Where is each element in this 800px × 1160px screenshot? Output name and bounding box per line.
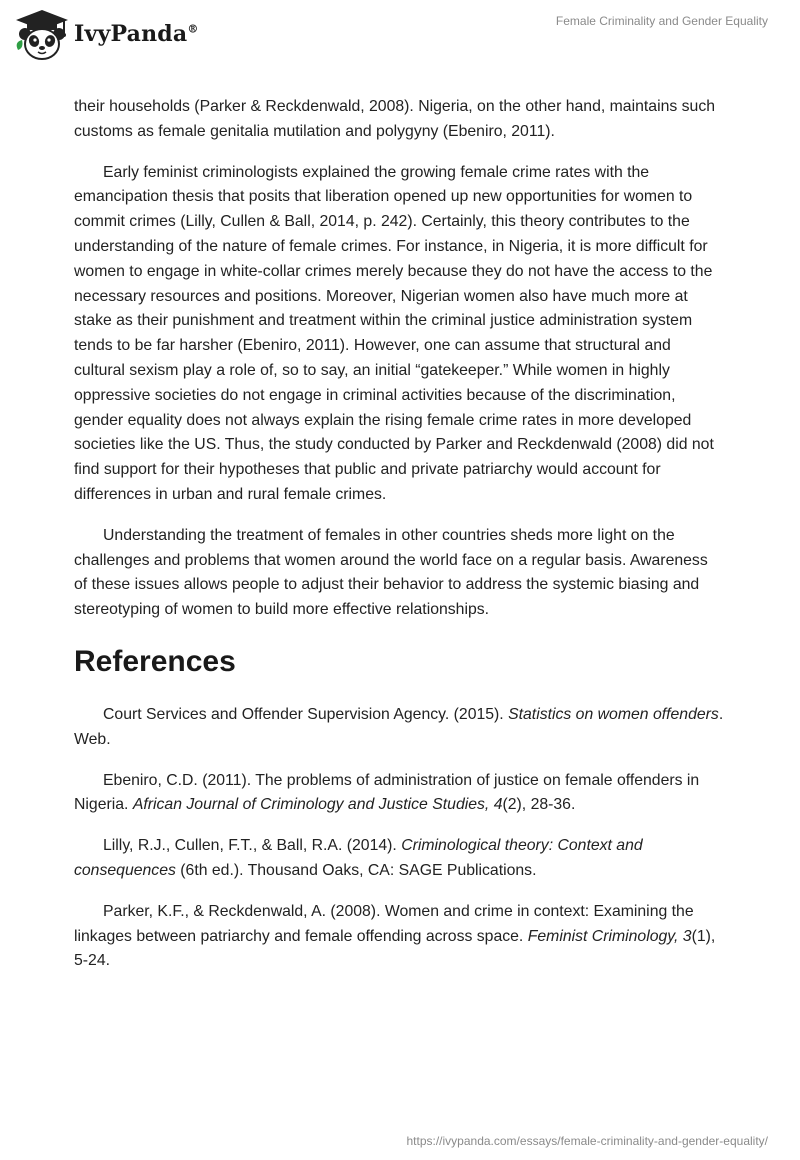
- references-heading: References: [74, 644, 236, 678]
- reference-item: Ebeniro, C.D. (2011). The problems of administration of justice on female offenders in Nigeria. African Journal of Criminology and Justice Studies, 4(2), 28-36.: [74, 771, 700, 814]
- page-header: [0, 0, 800, 70]
- reference-item: Parker, K.F., & Reckdenwald, A. (2008). Women and crime in context: Examining the linkages between patriarchy and female offending across space. Feminist Criminology, 3(1), 5-24.: [74, 902, 716, 970]
- reference-item: Lilly, R.J., Cullen, F.T., & Ball, R.A. (2014). Criminological theory: Context and consequences (6th ed.). Thousand Oaks, CA: SAGE Publications.: [74, 837, 643, 879]
- panda-graduate-icon: [12, 6, 72, 62]
- source-url[interactable]: https://ivypanda.com/essays/female-criminality-and-gender-equality/: [406, 1134, 768, 1148]
- brand-logo[interactable]: [12, 6, 199, 62]
- document-title: Female Criminality and Gender Equality: [555, 14, 768, 28]
- essay-content: [74, 95, 724, 990]
- reference-item: Court Services and Offender Supervision Agency. (2015). Statistics on women offenders. Web.: [74, 705, 724, 748]
- paragraph: Understanding the treatment of females in other countries sheds more light on the challenges and problems that women around the world face on a regular basis. Awareness of these issues allows people to adjust their behavior to address the systemic biasing and stereotyping of women to build more effective relationships.: [74, 526, 708, 619]
- paragraph: Early feminist criminologists explained the growing female crime rates with the emancipation thesis that posits that liberation opened up new opportunities for women to commit crimes (Lilly, Cullen & Ball, 2014, p. 242). Certainly, this theory contributes to the understanding of the nature of female crimes. For instance, in Nigeria, it is more difficult for women to engage in white-collar crimes merely because they do not have the access to the necessary resources and positions. Moreover, Nigerian women also have much more at stake as their punishment and treatment within the criminal justice administration system tends to be far harsher (Ebeniro, 2011). However, one can assume that structural and cultural sexism play a role of, so to say, an initial “gatekeeper.” While women in highly oppressive societies do not engage in criminal activities because of the discrimination, gender equality does not always explain the rising female crime rates in more developed societies like the US. Thus, the study conducted by Parker and Reckdenwald (2008) did not find support for their hypotheses that public and private patriarchy would account for differences in urban and rural female crimes.: [74, 163, 714, 503]
- brand-name: IvyPanda®: [74, 21, 199, 47]
- paragraph-continued: their households (Parker & Reckdenwald, 2008). Nigeria, on the other hand, maintains such customs as female genitalia mutilation and polygyny (Ebeniro, 2011).: [74, 98, 716, 140]
